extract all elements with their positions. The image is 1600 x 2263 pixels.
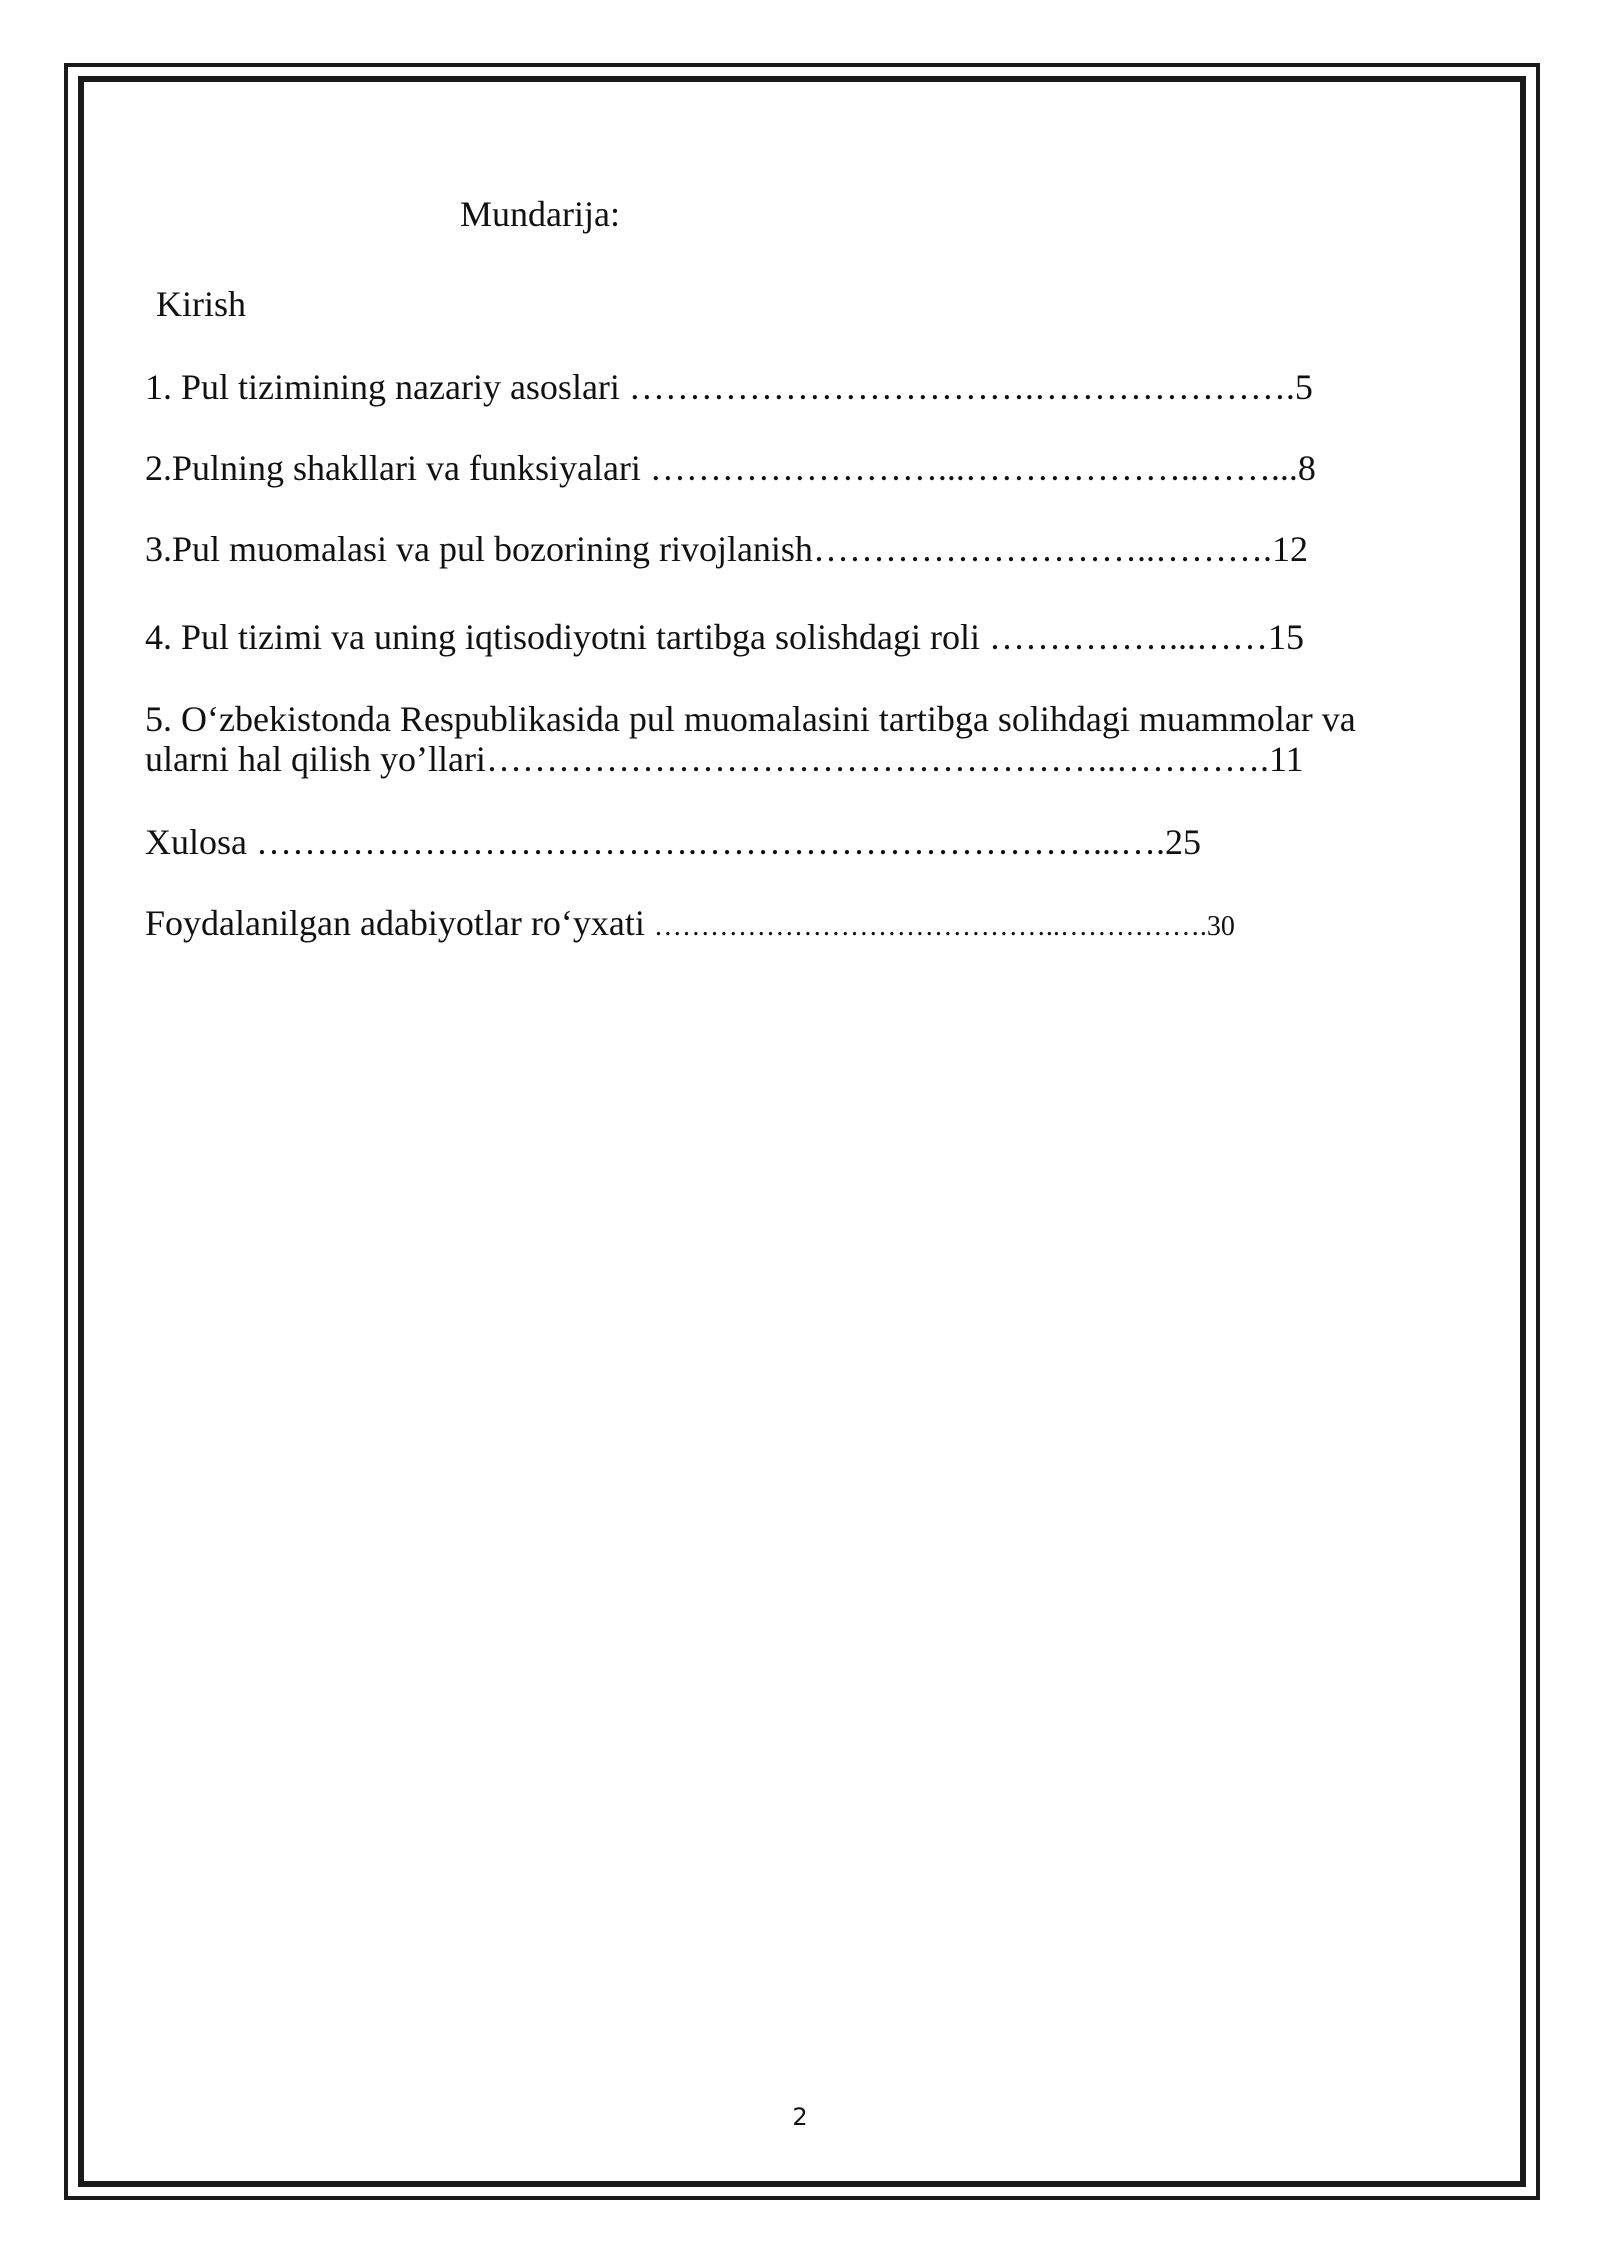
toc-entry-dots: ……………...…… <box>988 617 1268 657</box>
toc-entry-dots: ……………………...………………..…….. <box>649 448 1289 488</box>
toc-entry-page: .8 <box>1288 448 1316 488</box>
toc-entry-title: 2.Pulning shakllari va funksiyalari <box>145 448 650 488</box>
toc-entry-title: 3.Pul muomalasi va pul bozorining rivojlanish <box>145 529 813 569</box>
toc-entry-6 <box>145 822 1201 862</box>
toc-entry-dots: ………………………..………. <box>812 529 1272 569</box>
toc-entry-title: Foydalanilgan adabiyotlar ro‘yxati <box>145 903 654 943</box>
toc-entry-title: 5. O‘zbekistonda Respublikasida pul muomalasini tartibga solihdagi muammolar va ularni hal qilish yo’llari <box>145 699 1356 779</box>
toc-intro: Kirish <box>156 284 246 324</box>
toc-entry-4 <box>145 617 1304 657</box>
toc-entry-page: 15 <box>1267 617 1304 657</box>
toc-entry-page: .5 <box>1285 367 1313 407</box>
toc-entry-1 <box>145 367 1313 407</box>
toc-entry-page: 30 <box>1206 911 1235 942</box>
toc-entry-page: 12 <box>1271 529 1308 569</box>
toc-entry-page: 25 <box>1165 822 1201 862</box>
toc-entry-title: Xulosa <box>145 822 256 862</box>
toc-entry-3 <box>145 529 1308 569</box>
toc-entry-dots: …………………………….………………… <box>628 367 1286 407</box>
toc-entry-2 <box>145 448 1316 488</box>
toc-entry-title: 1. Pul tizimining nazariy asoslari <box>145 367 629 407</box>
page-number: 2 <box>792 2103 808 2131</box>
toc-entry-title: 4. Pul tizimi va uning iqtisodiyotni tartibga solishdagi roli <box>145 617 989 657</box>
toc-entry-page: 11 <box>1268 739 1304 779</box>
toc-entry-7 <box>145 903 1235 947</box>
toc-heading: Mundarija: <box>460 194 620 234</box>
toc-entry-dots: ……………………………………………..…………. <box>485 739 1269 779</box>
toc-entry-5 <box>145 699 1415 779</box>
toc-entry-dots: ……………………………….……………………………...…. <box>256 822 1165 862</box>
toc-entry-dots: ……………………………………..……………. <box>653 911 1207 942</box>
